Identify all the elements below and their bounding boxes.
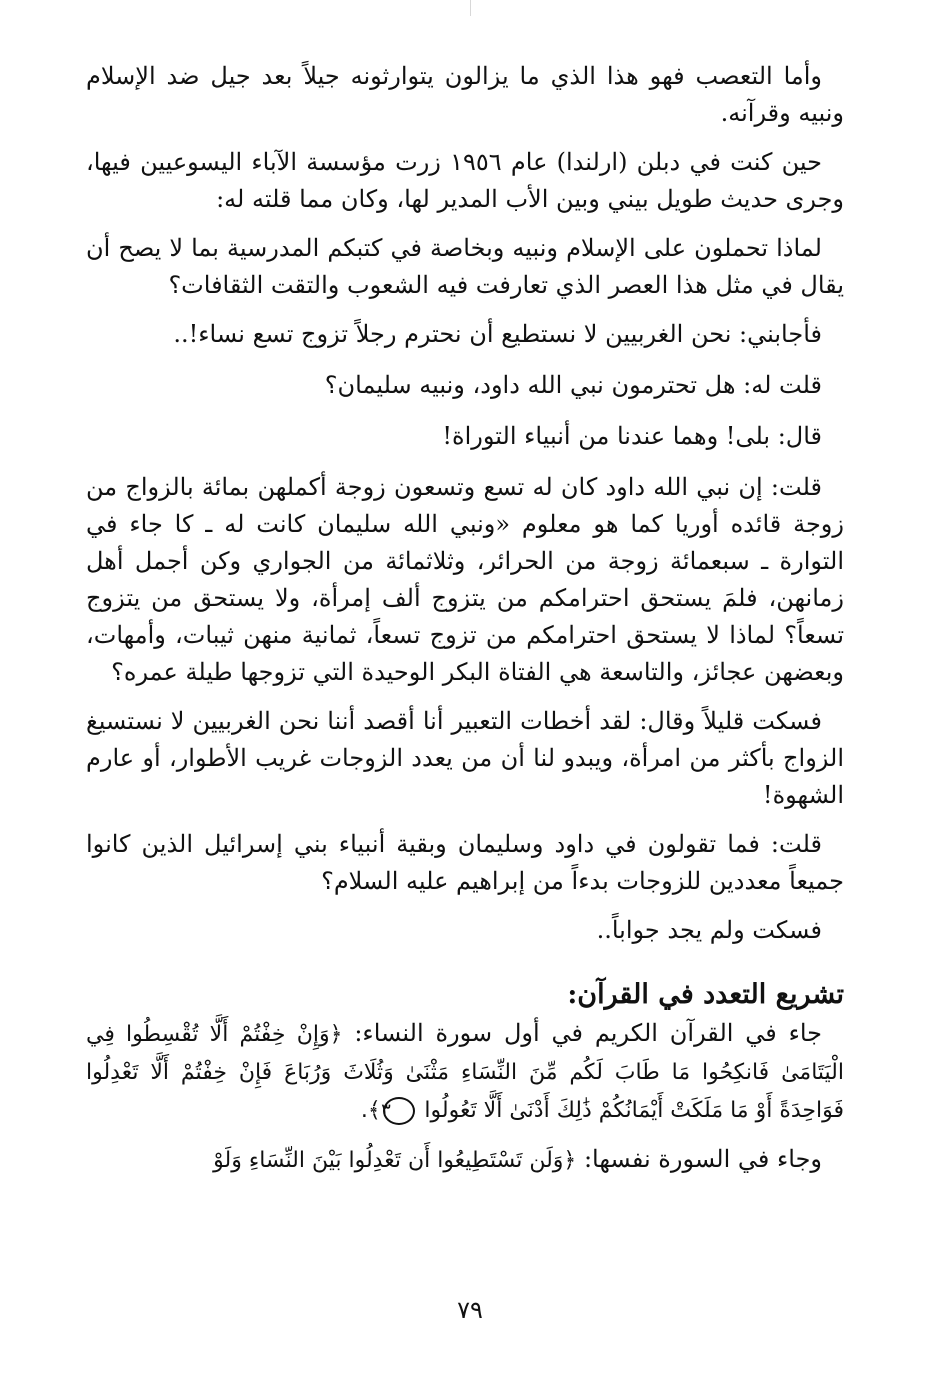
paragraph-dublin-visit: حين كنت في دبلن (ارلندا) عام ١٩٥٦ زرت مؤسسة الآباء اليسوعيين فيها، وجرى حديث طويل بيني وبين الأب المدير لها، وكان مما قلته له: [86, 148, 844, 213]
page-body [86, 58, 844, 1191]
paragraph-david-solomon: قلت له: هل تحترمون نبي الله داود، ونبيه سليمان؟ [324, 371, 822, 399]
paragraph-question: لماذا تحملون على الإسلام ونبيه وبخاصة في كتبكم المدرسية بما لا يصح أن يقال في مثل هذا العصر الذي تعارفت فيه الشعوب والتقت الثقافات؟ [86, 234, 844, 299]
paragraph-torah: قال: بلى! وهما عندنا من أنبياء التوراة! [442, 422, 822, 450]
quran-verse-close: ﴾. [360, 1098, 381, 1123]
paragraph-intro: وأما التعصب فهو هذا الذي ما يزالون يتوارثونه جيلاً بعد جيل ضد الإسلام ونبيه وقرآنه. [86, 62, 844, 127]
quran-verse-text: ﴿وَإِنْ خِفْتُمْ أَلَّا تُقْسِطُوا فِي الْيَتَامَىٰ فَانكِحُوا مَا طَابَ لَكُم مِّنَ النِّسَاءِ مَثْنَىٰ وَثُلَاثَ وَرُبَاعَ فَإِنْ خِفْتُمْ أَلَّا تَعْدِلُوا فَوَاحِدَةً أَوْ مَا مَلَكَتْ أَيْمَانُكُمْ ذَٰلِكَ أَدْنَىٰ أَلَّا تَعُولُوا [86, 1022, 844, 1123]
section-heading: تشريع التعدد في القرآن: [567, 979, 844, 1010]
paragraph-answer: فأجابني: نحن الغربيين لا نستطيع أن نحترم رجلاً تزوج تسع نساء!.. [173, 320, 822, 348]
second-verse-text: ﴿وَلَن تَسْتَطِيعُوا أَن تَعْدِلُوا بَيْنَ النِّسَاءِ وَلَوْ [213, 1148, 577, 1173]
paragraph-silence: فسكت ولم يجد جواباً.. [596, 916, 822, 944]
ayah-number-marker: ٣ [383, 1097, 415, 1125]
quran-intro: جاء في القرآن الكريم في أول سورة النساء: [342, 1019, 823, 1047]
paragraph-second-verse [86, 1141, 844, 1179]
page-number: ٧٩ [457, 1296, 483, 1324]
scan-mark [470, 0, 471, 16]
paragraph-quran-verse [86, 1015, 844, 1129]
paragraph-wives: قلت: إن نبي الله داود كان له تسع وتسعون زوجة أكملهن بمائة بالزواج من زوجة قائده أوريا كما هو معلوم «ونبي الله سليمان كانت له ـ كا جاء في التوارة ـ سبعمائة زوجة من الحرائر، وثلاثمائة من الجواري وكن أجمل أهل زمانهن، فلمَ يستحق احترامكم من يتزوج ألف إمرأة، ولا يستحق من يتزوج تسعاً؟ لماذا لا يستحق احترامكم من تزوج تسعاً، ثمانية منهن ثيبات، وأمهات، وبعضهن عجائز، والتاسعة هي الفتاة البكر الوحيدة التي تزوجها طيلة عمره؟ [86, 473, 844, 686]
paragraph-prophets: قلت: فما تقولون في داود وسليمان وبقية أنبياء بني إسرائيل الذين كانوا جميعاً معددين للزوجات بدءاً من إبراهيم عليه السلام؟ [86, 830, 844, 895]
second-verse-intro: وجاء في السورة نفسها: [576, 1145, 822, 1173]
paragraph-western: فسكت قليلاً وقال: لقد أخطات التعبير أنا أقصد أننا نحن الغربيين لا نستسيغ الزواج بأكثر من امرأة، ويبدو لنا أن من يعدد الزوجات غريب الأطوار، أو عارم الشهوة! [86, 707, 845, 809]
